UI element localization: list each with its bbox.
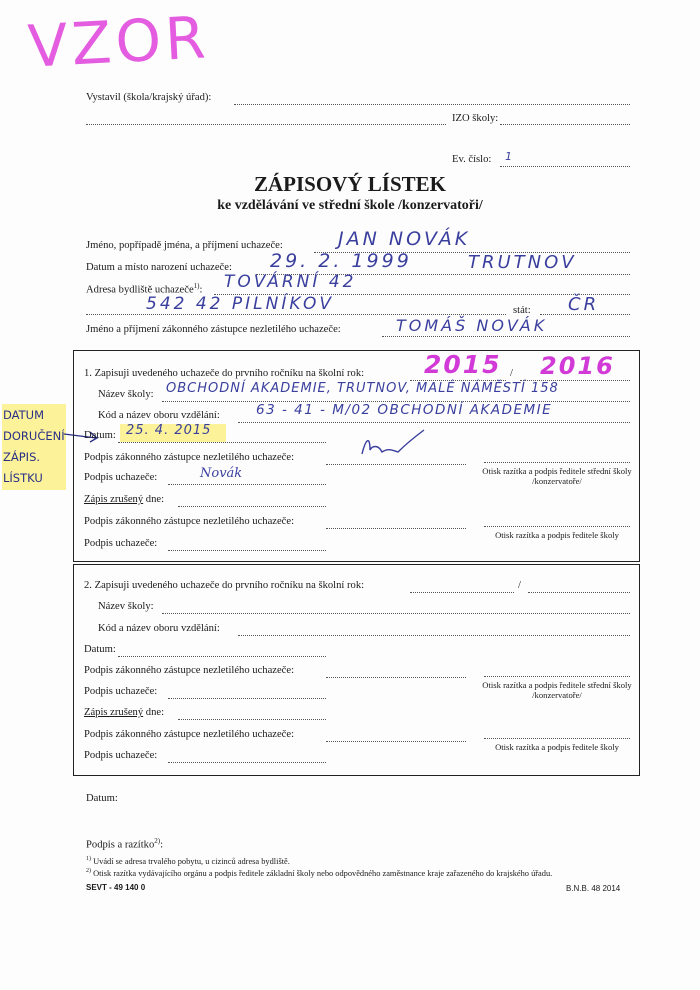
s2-date-label: Datum: [84,644,116,655]
s2-cancel-suffix: dne: [143,707,165,718]
s1-cancel-suffix: dne: [143,494,165,505]
s1-stamp1-line [484,462,630,463]
birth-date-value: 29. 2. 1999 [270,250,412,272]
s2-guardian-sig-label: Podpis zákonného zástupce nezletilého uchazeče: [84,665,295,676]
print-code: B.N.B. 48 2014 [566,884,621,893]
footer-sign-text: Podpis a razítko [86,839,155,851]
form-subtitle: ke vzdělávání ve střední škole /konzervatoři/ [217,198,483,213]
s2-year-sep: / [518,580,521,591]
footer-sign-footnote: 2) [154,837,161,845]
s1-year-sep: / [510,368,513,379]
birth-place-value: TRUTNOV [468,252,577,273]
s1-cancel-field[interactable] [178,506,326,507]
s1-guardian-sig-field[interactable] [326,464,466,465]
address-line2-value: 542 42 PILNÍKOV [146,294,335,314]
s2-applicant-sig2-label: Podpis uchazeče: [84,750,158,761]
s1-school-value: OBCHODNÍ AKADEMIE, TRUTNOV, MALÉ NÁMĚSTÍ 158 [166,381,559,396]
s2-stamp2-line [484,738,630,739]
s1-field-field[interactable] [238,422,630,423]
s1-year-to-value: 2016 [540,352,615,380]
s1-applicant-sig-label: Podpis uchazeče: [84,472,158,483]
footer-sign-label [86,837,163,851]
side-note-line-3: ZÁPIS. [3,450,41,464]
footer-sign-colon: : [160,839,164,851]
footnote-1 [86,856,290,866]
address-colon: : [199,284,203,296]
s1-stamp2-caption: Otisk razítka a podpis ředitele školy [495,530,619,540]
s2-stamp1-caption: Otisk razítka a podpis ředitele střední školy /konzervatoře/ [482,680,632,700]
issuer-field-2[interactable] [86,124,446,125]
form-code: SEVT - 49 140 0 [86,883,146,892]
ev-number-label: Ev. číslo: [452,154,492,165]
issuer-field[interactable] [234,104,630,105]
s2-stamp2-caption: Otisk razítka a podpis ředitele školy [495,742,619,752]
side-note [2,404,66,490]
s2-applicant-sig-label: Podpis uchazeče: [84,686,158,697]
s2-applicant-sig-field[interactable] [168,698,326,699]
footnote-2-text: Otisk razítka vydávajícího orgánu a podpis ředitele základní školy nebo odpovědného zaměstnance kraje zařazeného do krajského úřadu. [93,868,553,878]
s1-applicant-sig2-label: Podpis uchazeče: [84,538,158,549]
s1-applicant-sig-value: Novák [200,466,243,481]
s1-field-label: Kód a název oboru vzdělání: [98,410,220,421]
s1-applicant-sig-field[interactable] [168,484,326,485]
address-footnote: 1) [193,282,200,290]
s2-year-to-field[interactable] [528,592,630,593]
s1-stamp1-caption: Otisk razítka a podpis ředitele střední školy /konzervatoře/ [482,466,632,486]
director-signature [358,428,428,464]
issuer-label: Vystavil (škola/krajský úřad): [86,92,212,103]
side-note-line-1: DATUM [3,408,44,422]
footnote-2-mark: 2) [86,868,91,874]
s1-year-from-value: 2015 [424,350,502,379]
s2-school-label: Název školy: [98,601,154,612]
form-title: ZÁPISOVÝ LÍSTEK [254,172,446,196]
footer-date-label: Datum: [86,793,118,804]
s1-date-label: Datum: [84,430,116,441]
s2-applicant-sig2-field[interactable] [168,762,326,763]
s2-guardian-sig-field[interactable] [326,677,466,678]
footnote-2 [86,868,552,878]
address-line1-value: TOVÁRNÍ 42 [224,272,357,292]
s2-school-field[interactable] [162,613,630,614]
s1-school-label: Název školy: [98,389,154,400]
ev-number-field[interactable] [500,166,630,167]
s2-year-from-field[interactable] [410,592,514,593]
s1-stamp2-line [484,526,630,527]
s2-date-field[interactable] [118,656,326,657]
s2-stamp1-line [484,676,630,677]
s1-cancel-label [84,494,164,505]
s1-enroll-label: 1. Zapisuji uvedeného uchazeče do prvního ročníku na školní rok: [84,368,365,379]
s2-cancel-field[interactable] [178,719,326,720]
address-label-text: Adresa bydliště uchazeče [86,284,194,296]
s1-guardian-sig-label: Podpis zákonného zástupce nezletilého uchazeče: [84,452,295,463]
side-note-line-4: LÍSTKU [3,471,43,485]
s2-field-field[interactable] [238,635,630,636]
guardian-value: TOMÁŠ NOVÁK [396,316,548,335]
state-value: ČR [568,294,600,315]
izo-field[interactable] [500,124,630,125]
footnote-1-text: Uvádí se adresa trvalého pobytu, u cizinců adresa bydliště. [93,856,290,866]
s1-field-value: 63 - 41 - M/02 OBCHODNÍ AKADEMIE [256,402,553,418]
applicant-name-label: Jméno, popřípadě jména, a příjmení uchazeče: [86,240,283,251]
side-note-line-2: DORUČENÍ [3,429,65,443]
s2-cancel-label [84,707,164,718]
guardian-field[interactable] [382,336,630,337]
izo-label: IZO školy: [452,113,499,124]
s2-guardian-sig2-label: Podpis zákonného zástupce nezletilého uchazeče: [84,729,295,740]
s2-cancel-text: Zápis zrušený [84,707,144,718]
s2-field-label: Kód a název oboru vzdělání: [98,623,220,634]
address-field-2[interactable] [86,314,506,315]
s2-guardian-sig2-field[interactable] [326,741,466,742]
guardian-label: Jméno a příjmení zákonného zástupce nezletilého uchazeče: [86,324,341,335]
applicant-name-value: JAN NOVÁK [338,228,471,250]
ev-number-value: 1 [505,150,515,163]
s1-guardian-sig2-field[interactable] [326,528,466,529]
s1-guardian-sig2-label: Podpis zákonného zástupce nezletilého uchazeče: [84,516,295,527]
watermark-vzor: VZOR [26,3,212,81]
birth-label: Datum a místo narození uchazeče: [86,262,232,273]
s2-enroll-label: 2. Zapisuji uvedeného uchazeče do prvního ročníku na školní rok: [84,580,365,591]
footnote-1-mark: 1) [86,856,91,862]
s1-applicant-sig2-field[interactable] [168,550,326,551]
s1-cancel-text: Zápis zrušený [84,494,144,505]
s1-date-field[interactable] [118,442,326,443]
s1-date-value: 25. 4. 2015 [126,423,212,438]
state-label: stát: [513,305,531,316]
